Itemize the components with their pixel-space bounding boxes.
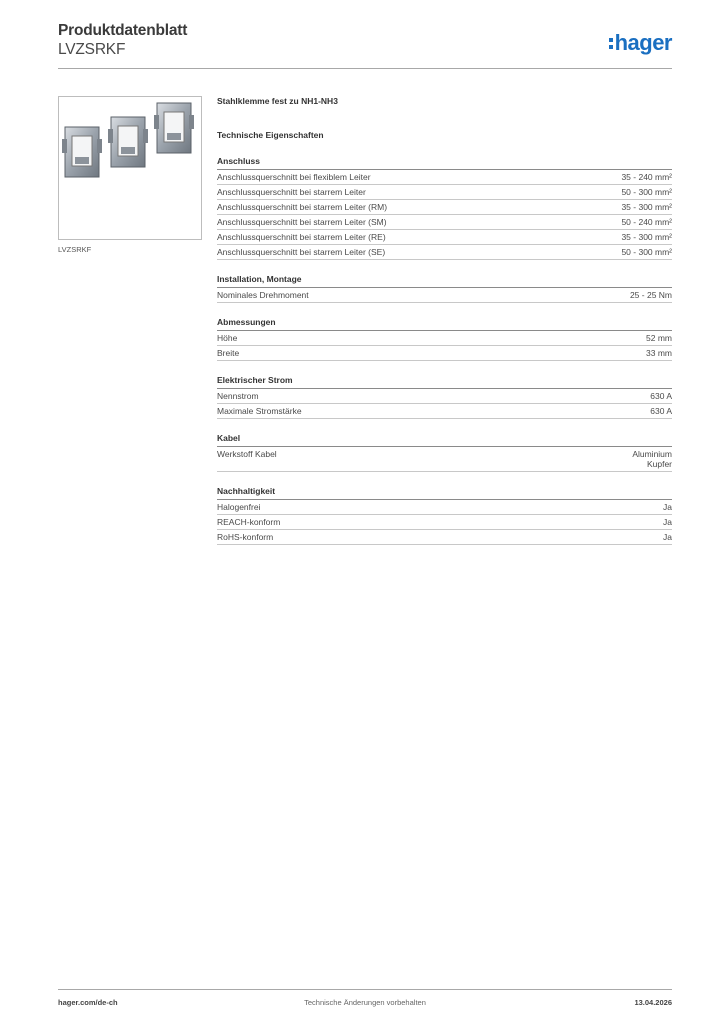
spec-value: 35 - 240 mm² [621, 172, 672, 182]
document-title: Produktdatenblatt [58, 22, 188, 39]
section-title: Anschluss [217, 156, 260, 166]
spec-row [217, 447, 672, 472]
logo-dots-icon [609, 36, 613, 50]
spec-value: 50 - 300 mm² [621, 247, 672, 257]
spec-value: Aluminium Kupfer [632, 449, 672, 469]
section-title: Kabel [217, 433, 241, 443]
spec-label: Anschlussquerschnitt bei starrem Leiter [217, 187, 366, 197]
spec-label: Nominales Drehmoment [217, 290, 309, 300]
header-divider [58, 68, 672, 69]
spec-label: REACH-konform [217, 517, 281, 527]
spec-label: Breite [217, 348, 240, 358]
spec-row [217, 230, 672, 245]
spec-label: Nennstrom [217, 391, 259, 401]
spec-label: Anschlussquerschnitt bei starrem Leiter (SM) [217, 217, 387, 227]
logo-text: hager [614, 30, 672, 55]
spec-label: Anschlussquerschnitt bei flexiblem Leiter [217, 172, 371, 182]
spec-row [217, 530, 672, 545]
section-title: Elektrischer Strom [217, 375, 293, 385]
spec-section [217, 375, 672, 419]
steel-clamp-illustration [59, 97, 201, 239]
spec-value: 52 mm [646, 333, 672, 343]
spec-value: 35 - 300 mm² [621, 202, 672, 212]
spec-section [217, 317, 672, 361]
section-title: Nachhaltigkeit [217, 486, 276, 496]
product-image [58, 96, 202, 240]
spec-row [217, 170, 672, 185]
page-header [58, 22, 672, 68]
footer-website-link[interactable]: hager.com/de-ch [58, 998, 118, 1007]
footer-disclaimer: Technische Änderungen vorbehalten [304, 998, 426, 1007]
spec-value: Ja [663, 532, 672, 542]
section-title: Installation, Montage [217, 274, 302, 284]
spec-label: Höhe [217, 333, 238, 343]
spec-row [217, 215, 672, 230]
image-caption: LVZSRKF [58, 245, 92, 254]
spec-row [217, 404, 672, 419]
spec-sections [217, 156, 672, 545]
footer-date: 13.04.2026 [634, 998, 672, 1007]
product-code: LVZSRKF [58, 41, 126, 58]
tech-properties-heading: Technische Eigenschaften [217, 130, 324, 140]
spec-value: 630 A [650, 406, 672, 416]
spec-value: 35 - 300 mm² [621, 232, 672, 242]
spec-section [217, 274, 672, 303]
spec-value: 33 mm [646, 348, 672, 358]
spec-label: Anschlussquerschnitt bei starrem Leiter (RM) [217, 202, 388, 212]
spec-label: Anschlussquerschnitt bei starrem Leiter (RE) [217, 232, 386, 242]
spec-label: Werkstoff Kabel [217, 449, 277, 459]
spec-row [217, 185, 672, 200]
spec-label: RoHS-konform [217, 532, 274, 542]
footer-divider [58, 989, 672, 990]
spec-row [217, 288, 672, 303]
spec-label: Anschlussquerschnitt bei starrem Leiter (SE) [217, 247, 386, 257]
spec-label: Halogenfrei [217, 502, 261, 512]
spec-row [217, 331, 672, 346]
spec-value: 50 - 240 mm² [621, 217, 672, 227]
spec-value: Ja [663, 517, 672, 527]
spec-section [217, 156, 672, 260]
spec-value: Ja [663, 502, 672, 512]
spec-section [217, 486, 672, 545]
spec-row [217, 200, 672, 215]
spec-row [217, 245, 672, 260]
spec-value: 50 - 300 mm² [621, 187, 672, 197]
spec-label: Maximale Stromstärke [217, 406, 302, 416]
section-title: Abmessungen [217, 317, 276, 327]
spec-row [217, 515, 672, 530]
spec-value: 630 A [650, 391, 672, 401]
spec-row [217, 346, 672, 361]
hager-logo[interactable] [609, 30, 672, 56]
spec-content [217, 96, 672, 545]
spec-section [217, 433, 672, 472]
product-name: Stahlklemme fest zu NH1-NH3 [217, 96, 338, 106]
spec-row [217, 389, 672, 404]
spec-value: 25 - 25 Nm [629, 290, 672, 300]
spec-row [217, 500, 672, 515]
